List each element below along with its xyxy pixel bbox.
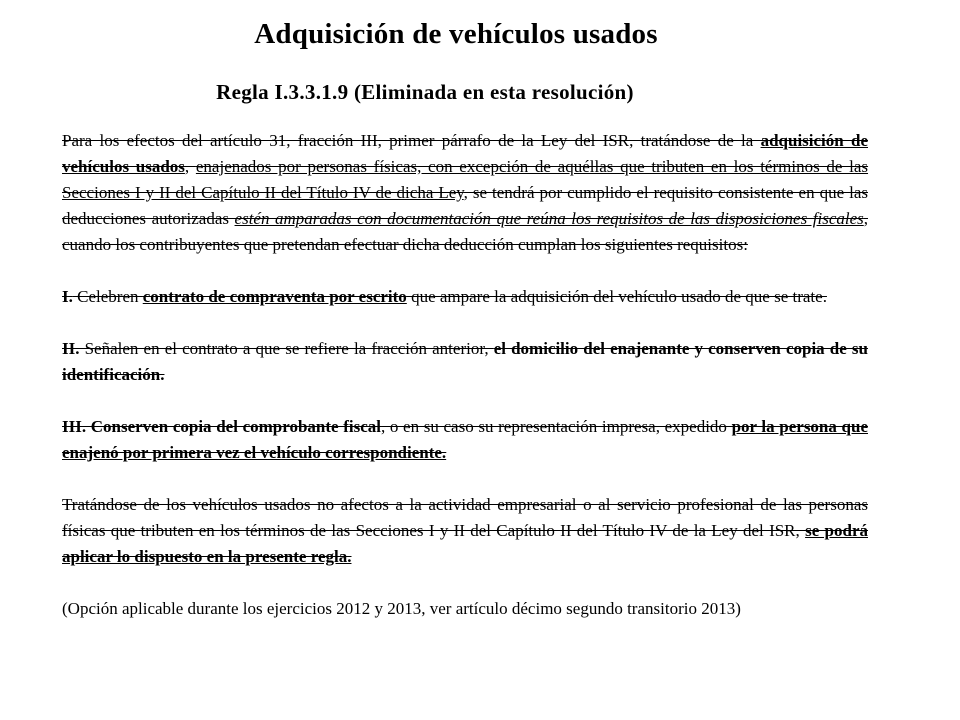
p5-text-a: Tratándose de los vehículos usados no afectos a la actividad empresarial o al servicio profesional de las personas físicas que tributen en los términos de las Secciones I y II del Capítulo II del Título IV de la Ley del ISR,: [62, 495, 868, 540]
p4-text-b: , o en su caso su representación impresa, expedido: [381, 417, 732, 436]
p4-text-a: III. Conserven copia del comprobante fiscal: [62, 417, 382, 436]
p5-text-b: se podrá aplicar lo dispuesto en la presente regla.: [62, 521, 868, 566]
p2-text-a: Celebren: [72, 287, 143, 306]
fraction-ii-paragraph: [62, 336, 868, 388]
p1-text-d: enajenados por personas físicas, con excepción de aquéllas que tributen en los términos de las Secciones I y II del Capítulo II del Título IV de dicha Ley: [62, 157, 869, 202]
p1-text-e: , se tendrá por cumplido el requisito consistente en que las deducciones autorizadas: [62, 183, 868, 228]
p1-text-g: , cuando los contribuyentes que pretendan efectuar dicha deducción cumplan los siguientes requisitos:: [62, 209, 868, 254]
rule-subtitle: Regla I.3.3.1.9 (Eliminada en esta resolución): [216, 80, 634, 104]
transitory-note: (Opción aplicable durante los ejercicios 2012 y 2013, ver artículo décimo segundo transitorio 2013): [62, 599, 741, 618]
p2-text-b: contrato de compraventa por escrito: [142, 287, 407, 306]
p3-number: II.: [62, 339, 80, 358]
intro-paragraph: [62, 128, 868, 258]
p1-text-c: ,: [184, 157, 196, 176]
p1-text-f: estén amparadas con documentación que reúna los requisitos de las disposiciones fiscales: [234, 209, 864, 228]
p2-text-c: que ampare la adquisición del vehículo usado de que se trate.: [406, 287, 827, 306]
closing-paragraph: [62, 492, 868, 570]
rule-body: [62, 128, 868, 648]
p3-text-a: Señalen en el contrato a que se refiere la fracción anterior,: [79, 339, 494, 358]
fraction-i-paragraph: [62, 284, 868, 310]
p1-text-b: adquisición de vehículos usados: [62, 131, 868, 176]
p4-text-c: por la persona que enajenó por primera vez el vehículo correspondiente.: [62, 417, 868, 462]
fraction-iii-paragraph: [62, 414, 868, 466]
p1-text-a: Para los efectos del artículo 31, fracción III, primer párrafo de la Ley del ISR, tratándose de la: [62, 131, 761, 150]
page-title: Adquisición de vehículos usados: [254, 18, 658, 50]
p3-text-b: el domicilio del enajenante y conserven copia de su identificación.: [62, 339, 868, 384]
p2-number: I.: [62, 287, 73, 306]
